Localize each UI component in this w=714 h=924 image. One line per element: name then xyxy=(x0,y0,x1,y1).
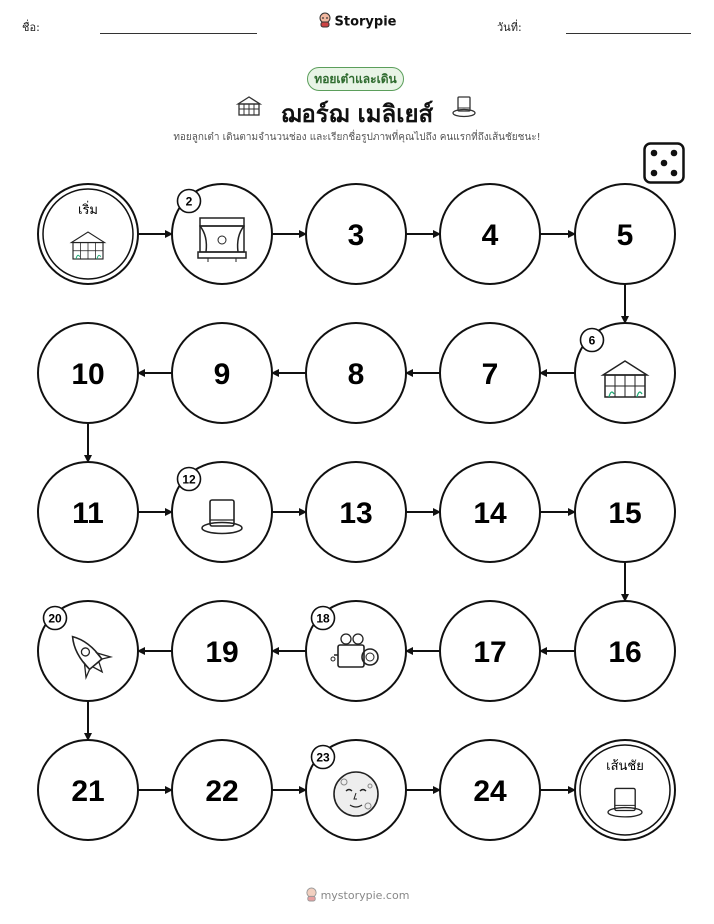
space-number: 20 xyxy=(48,611,62,626)
space-number: 24 xyxy=(473,775,507,808)
space-number: 17 xyxy=(473,636,507,669)
space-number: 16 xyxy=(608,636,642,669)
board-space-16[interactable] xyxy=(575,601,675,701)
space-number: 12 xyxy=(182,472,196,487)
instructions: ทอยลูกเต๋า เดินตามจำนวนช่อง และเรียกชื่อรูปภาพที่คุณไปถึง คนแรกที่ถึงเส้นชัยชนะ! xyxy=(173,132,541,143)
board-space-3[interactable] xyxy=(306,184,406,284)
board-space-13[interactable] xyxy=(306,462,406,562)
space-number: 18 xyxy=(316,611,330,626)
board-space-9[interactable] xyxy=(172,323,272,423)
space-number: 21 xyxy=(71,775,105,808)
space-number: 13 xyxy=(339,497,373,530)
board-space-2[interactable] xyxy=(172,184,272,284)
space-number: 6 xyxy=(588,333,596,348)
page-title: ฌอร์ฌ เมลิเยส์ xyxy=(280,100,434,128)
board-space-20[interactable] xyxy=(38,601,138,701)
board-space-10[interactable] xyxy=(38,323,138,423)
moon-face-icon xyxy=(334,772,378,816)
space-number: 14 xyxy=(473,497,507,530)
brand-name: Storypie xyxy=(334,14,397,30)
board-space-11[interactable] xyxy=(38,462,138,562)
board-space-4[interactable] xyxy=(440,184,540,284)
space-number: 5 xyxy=(616,219,634,252)
space-number: 19 xyxy=(205,636,239,669)
space-number: 7 xyxy=(481,358,499,391)
board-space-12[interactable] xyxy=(172,462,272,562)
start-label: เริ่ม xyxy=(78,203,98,218)
name-label: ชื่อ: xyxy=(22,21,40,34)
space-number: 23 xyxy=(316,750,330,765)
board-space-21[interactable] xyxy=(38,740,138,840)
board-space-22[interactable] xyxy=(172,740,272,840)
space-number: 2 xyxy=(185,194,193,209)
finish-space[interactable] xyxy=(575,740,675,840)
space-number: 15 xyxy=(608,497,642,530)
board-space-7[interactable] xyxy=(440,323,540,423)
footer xyxy=(0,887,714,905)
space-number: 4 xyxy=(481,219,499,252)
space-number: 3 xyxy=(347,219,365,252)
board-space-5[interactable] xyxy=(575,184,675,284)
board-space-17[interactable] xyxy=(440,601,540,701)
space-number: 22 xyxy=(205,775,239,808)
space-number: 9 xyxy=(213,358,231,391)
date-label: วันที่: xyxy=(497,21,522,34)
board-space-14[interactable] xyxy=(440,462,540,562)
start-space[interactable] xyxy=(38,184,138,284)
game-type-badge: ทอยเต๋าและเดิน xyxy=(307,67,404,91)
board-space-15[interactable] xyxy=(575,462,675,562)
space-number: 11 xyxy=(72,497,104,530)
board-space-6[interactable] xyxy=(575,323,675,423)
board-space-23[interactable] xyxy=(306,740,406,840)
footer-url[interactable]: mystorypie.com xyxy=(320,889,410,902)
space-number: 10 xyxy=(71,358,105,391)
board-space-19[interactable] xyxy=(172,601,272,701)
board-space-18[interactable] xyxy=(306,601,406,701)
storypie-logo-icon xyxy=(305,887,318,905)
board-space-8[interactable] xyxy=(306,323,406,423)
board-space-24[interactable] xyxy=(440,740,540,840)
finish-label: เส้นชัย xyxy=(606,759,644,774)
space-number: 8 xyxy=(347,358,365,391)
